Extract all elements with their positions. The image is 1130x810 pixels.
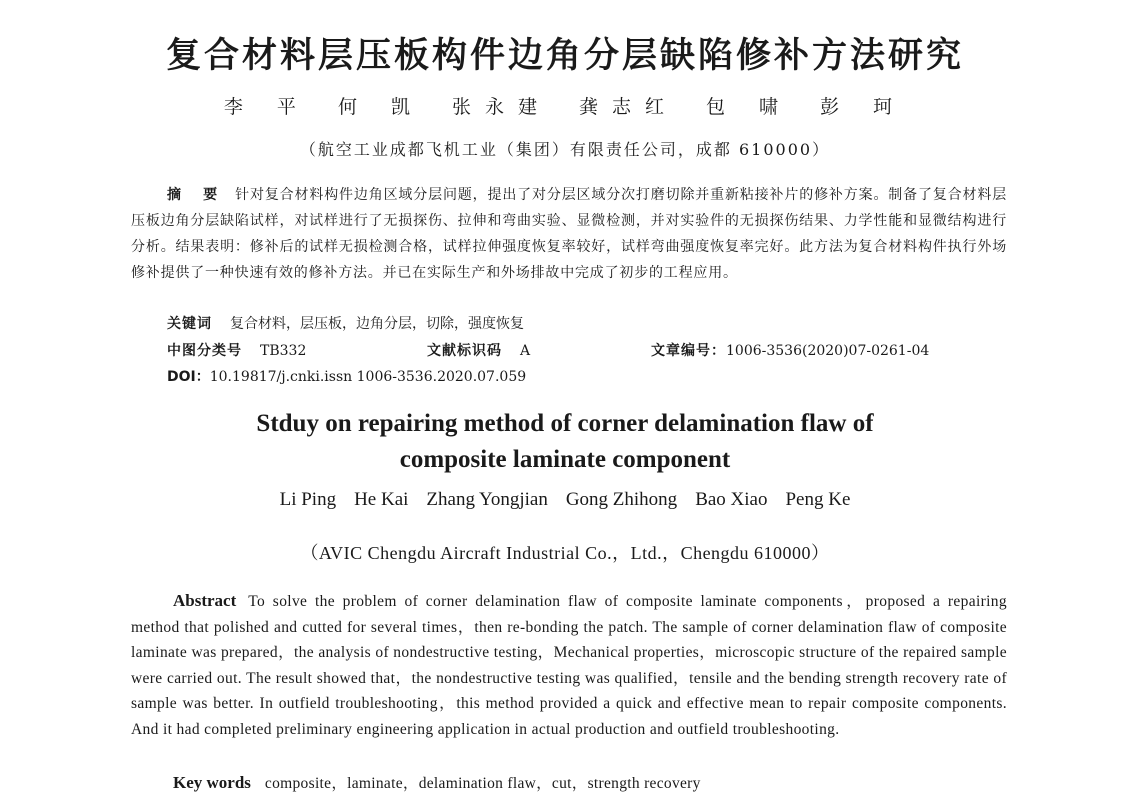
article-number-item	[651, 340, 929, 360]
english-abstract-label: Abstract	[173, 591, 237, 610]
english-title-line-2: composite laminate component	[399, 446, 731, 473]
chinese-abstract-text: 针对复合材料构件边角区域分层问题，提出了对分层区域分次打磨切除并重新粘接补片的修补方案。制备了复合材料层压板边角分层缺陷试样，对试样进行了无损探伤、拉伸和弯曲实验、显微检测，并对实验件的无损探伤结果、力学性能和显微结构进行分析。结果表明：修补后的试样无损检测合格，试样拉伸强度恢复率较好，试样弯曲强度恢复率完好。此方法为复合材料构件执行外场修补提供了一种快速有效的修补方法。并已在实际生产和外场排故中完成了初步的工程应用。	[131, 187, 1007, 281]
english-title	[0, 406, 1130, 478]
author-en-4: Gong Zhihong	[565, 489, 678, 510]
doi-value: 10.19817/j.cnki.issn 1006-3536.2020.07.059	[209, 369, 527, 385]
clc-value: TB332	[260, 343, 307, 359]
chinese-keywords	[167, 313, 524, 333]
doi-row	[167, 366, 526, 386]
english-keywords-text: composite，laminate，delamination flaw，cut，strength recovery	[264, 775, 701, 792]
english-abstract	[131, 588, 1007, 743]
doc-code-item	[427, 340, 530, 360]
author-cn-6: 彭 珂	[820, 96, 907, 118]
author-en-2: He Kai	[354, 489, 409, 510]
clc-item	[167, 340, 306, 360]
chinese-title: 复合材料层压板构件边角分层缺陷修补方法研究	[165, 36, 964, 76]
author-en-3: Zhang Yongjian	[426, 489, 548, 510]
article-number-value: 1006-3536(2020)07-0261-04	[726, 343, 930, 359]
english-authors	[0, 489, 1130, 511]
author-en-5: Bao Xiao	[695, 489, 768, 510]
english-title-line-1: Stduy on repairing method of corner delamination flaw of	[256, 410, 874, 437]
author-cn-1: 李 平	[223, 96, 310, 118]
author-cn-5: 包 啸	[706, 96, 793, 118]
classification-row	[167, 340, 967, 364]
chinese-authors	[0, 92, 1130, 119]
chinese-affiliation: （航空工业成都飞机工业（集团）有限责任公司，成都 610000）	[299, 140, 831, 159]
author-en-1: Li Ping	[279, 489, 337, 510]
clc-label: 中图分类号	[167, 343, 242, 359]
doi-label: DOI：	[167, 369, 210, 385]
author-cn-2: 何 凯	[337, 96, 424, 118]
author-en-6: Peng Ke	[785, 489, 851, 510]
article-number-label: 文章编号：	[651, 343, 726, 359]
doc-code-value: A	[520, 343, 531, 359]
author-cn-3: 张永建	[451, 96, 551, 118]
english-affiliation: （AVIC Chengdu Aircraft Industrial Co.，Ltd.，Chengdu 610000）	[300, 543, 830, 563]
chinese-abstract-label: 摘 要	[167, 187, 222, 203]
chinese-abstract	[131, 182, 1007, 286]
english-keywords-label: Key words	[173, 773, 251, 792]
english-abstract-text: To solve the problem of corner delamination flaw of composite laminate components，proposed a repairing method that polished and cutted for several times，then re-bonding the patch. The sample of corner delamination flaw of composite laminate was prepared，the analysis of nondestructive testing，Mechanical properties，microscopic structure of the repaired sample were carried out. The result showed that，the nondestructive testing was qualified，tensile and the bending strength recovery rate of sample was better. In outfield troubleshooting，this method provided a quick and effective mean to repair composite components. And it had completed preliminary engineering application in actual production and outfield troubleshooting.	[131, 593, 1007, 738]
english-keywords	[173, 771, 701, 793]
chinese-keywords-text: 复合材料，层压板，边角分层，切除，强度恢复	[230, 316, 524, 332]
author-cn-4: 龚志红	[579, 96, 679, 118]
doc-code-label: 文献标识码	[427, 343, 502, 359]
chinese-keywords-label: 关键词	[167, 316, 212, 332]
